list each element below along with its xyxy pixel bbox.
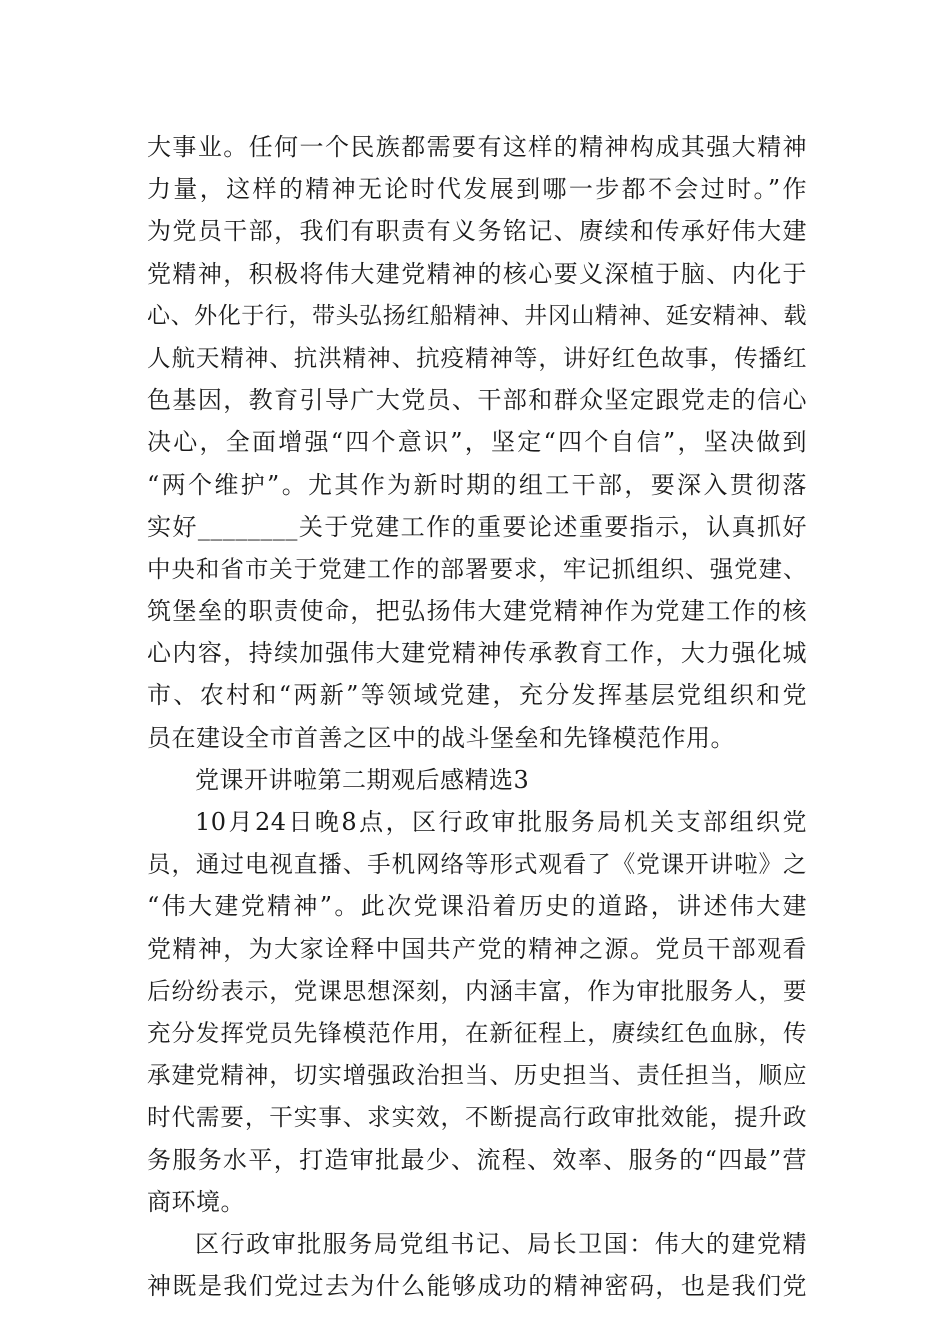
text-line: 10月24日晚8点，区行政审批服务局机关支部组织党: [195, 808, 807, 836]
text-line: 人航天精神、抗洪精神、抗疫精神等，讲好红色故事，传播红: [147, 343, 807, 372]
text-line: 色基因，教育引导广大党员、干部和群众坚定跟党走的信心: [147, 386, 807, 415]
text-line: 时代需要，干实事、求实效，不断提高行政审批效能，提升政: [147, 1103, 807, 1132]
text-line: “伟大建党精神”。此次党课沿着历史的道路，讲述伟大建: [147, 892, 807, 921]
text-line: 员在建设全市首善之区中的战斗堡垒和先锋模范作用。: [147, 723, 735, 752]
text-line: 决心，全面增强“四个意识”，坚定“四个自信”，坚决做到: [147, 428, 807, 457]
text-line: 大事业。任何一个民族都需要有这样的精神构成其强大精神: [147, 133, 807, 161]
text-line: 筑堡垒的职责使命，把弘扬伟大建党精神作为党建工作的核: [147, 597, 807, 626]
text-line: 中央和省市关于党建工作的部署要求，牢记抓组织、强党建、: [147, 554, 807, 583]
section-title: 党课开讲啦第二期观后感精选3: [195, 765, 530, 794]
section-heading: [147, 759, 807, 801]
text-line: 务服务水平，打造审批最少、流程、效率、服务的“四最”营: [147, 1145, 807, 1174]
text-line: 为党员干部，我们有职责有义务铭记、赓续和传承好伟大建: [147, 217, 807, 246]
document-body: [147, 126, 807, 1307]
text-line: 市、农村和“两新”等领域党建，充分发挥基层党组织和党: [147, 681, 807, 710]
text-line: 员，通过电视直播、手机网络等形式观看了《党课开讲啦》之: [147, 850, 807, 879]
text-line: 实好________关于党建工作的重要论述重要指示，认真抓好: [147, 512, 807, 541]
text-line: 神既是我们党过去为什么能够成功的精神密码，也是我们党: [147, 1272, 807, 1301]
text-line: 力量，这样的精神无论时代发展到哪一步都不会过时。”作: [147, 175, 807, 204]
text-line: 后纷纷表示，党课思想深刻，内涵丰富，作为审批服务人，要: [147, 976, 807, 1005]
text-line: 充分发挥党员先锋模范作用，在新征程上，赓续红色血脉，传: [147, 1018, 807, 1047]
text-line: 党精神，为大家诠释中国共产党的精神之源。党员干部观看: [147, 934, 807, 963]
text-line: 心、外化于行，带头弘扬红船精神、井冈山精神、延安精神、载: [147, 302, 807, 329]
text-line: 承建党精神，切实增强政治担当、历史担当、责任担当，顺应: [147, 1061, 807, 1090]
text-line: “两个维护”。尤其作为新时期的组工干部，要深入贯彻落: [147, 470, 807, 499]
paragraph-1: [147, 126, 807, 759]
text-line: 心内容，持续加强伟大建党精神传承教育工作，大力强化城: [147, 639, 807, 668]
paragraph-3: [147, 1223, 807, 1307]
text-line: 党精神，积极将伟大建党精神的核心要义深植于脑、内化于: [147, 259, 807, 288]
text-line: 区行政审批服务局党组书记、局长卫国：伟大的建党精: [195, 1229, 807, 1258]
text-line: 商环境。: [147, 1187, 245, 1216]
paragraph-2: [147, 801, 807, 1223]
